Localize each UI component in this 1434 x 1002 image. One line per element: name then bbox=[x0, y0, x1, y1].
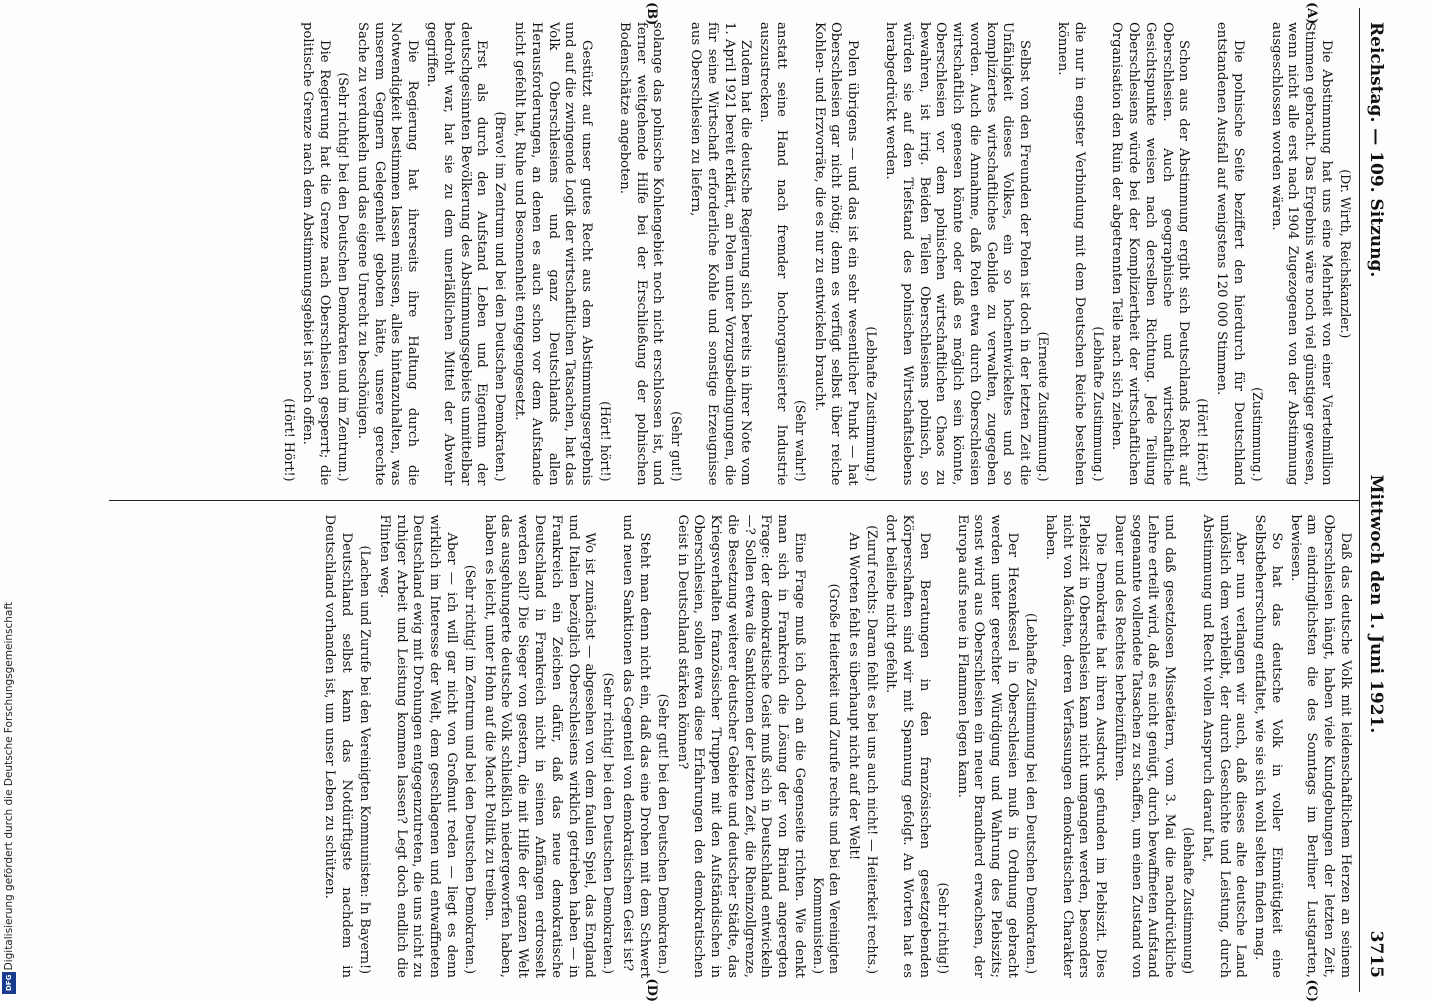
paragraph: An Worten fehlt es überhaupt nicht auf der Welt! bbox=[845, 532, 861, 861]
digitization-note-text: Digitalisierung gefördert durch die Deutsche Forschungsgemeinschaft bbox=[3, 601, 15, 970]
two-column-body bbox=[109, 2, 1359, 1002]
interjection: (Sehr richtig! bei den Deutschen Demokraten und im Zentrum.) bbox=[336, 72, 352, 482]
interjection: (Hört! Hört!) bbox=[281, 398, 297, 482]
interjection: (Sehr richtig! bei den Deutschen Demokraten.) bbox=[601, 672, 617, 974]
paragraph: Wo ist zunächst — abgesehen von dem faulen Spiel, das England und Italien bezüglich Oberschlesiens wirklich getrieben haben — in Frankreich ein Zeichen dafür, daß das neue demokratische Deutschland in Frankreich nicht in seinen Anfängen erdrosselt werden soll? Die Sieger von gestern, die mit Hilfe der ganzen Welt das ausgehungerte deutsche Volk schließlich niedergeworfen haben, haben es leicht, unter Hohn auf die Macht Politik zu treiben. bbox=[481, 514, 598, 978]
interjection: (Erneute Zustimmung.) bbox=[1036, 331, 1052, 482]
margin-marker-b: (B) bbox=[644, 2, 659, 26]
paragraph: Aber — ich will gar nicht von Großmut reden — liegt es denn wirklich im Interesse der Welt, dem geschlagenen und entwaffneten Deutschland ewig mit Drohungen entgegenzutreten, die uns nicht zu ruhiger Arbeit und Leistung kommen lassen? Legt doch endlich die Flinten weg. bbox=[376, 514, 459, 978]
paragraph: Zudem hat die deutsche Regierung sich bereits in ihrer Note vom 1. April 1921 bereit erklärt, an Polen unter Vorzugsbedingungen, die für seine Wirtschaft erforderliche Kohle und sonstige Erzeugnisse aus Oberschlesien zu liefern, bbox=[688, 22, 754, 486]
interjection: (Zuruf rechts: Daran fehlt es bei uns auch nicht! — Heiterkeit rechts.) bbox=[864, 525, 880, 974]
paragraph: Eine Frage muß ich doch an die Gegenseite richten. Wie denkt man sich in Frankreich die Lösung der von Briand angeregten Frage: der demokratische Geist muß sich in Deutschland entwickeln —? Sollen etwa die Sanktionen der letzten Zeit, die Rheinzollgrenze, die Besetzung weiterer deutscher Gebiete und deutscher Städte, das Kriegsverhalten französischer Truppen mit den Aufständischen in Oberschlesien, sollen etwa diese Erfahrungen den demokratischen Geist in Deutschland stärken können? bbox=[674, 514, 807, 978]
paragraph: Steht man denn nicht ein, daß das eine Drohen mit dem Schwert und neuen Sanktionen das Gegenteil von demokratischem Geist ist? bbox=[620, 514, 652, 978]
right-column bbox=[109, 500, 1359, 993]
paragraph: Aber nun verlangen wir auch, daß dieses alte deutsche Land unlöslich dem verbleibt, der durch Geschichte und Leistung, durch Abstimmung und Recht vollen Anspruch darauf hat, bbox=[1199, 514, 1249, 978]
interjection: (Bravo! im Zentrum und bei den Deutschen Demokraten.) bbox=[493, 111, 509, 482]
interjection: (Hört! hört!) bbox=[598, 401, 614, 482]
interjection: (Sehr gut!) bbox=[669, 411, 685, 482]
speaker-line: (Dr. Wirth, Reichskanzler.) bbox=[1338, 169, 1353, 339]
paragraph: Die polnische Seite beziffert den hierdurch für Deutschland entstandenen Ausfall auf wenigstens 120 000 Stimmen. bbox=[1214, 22, 1246, 486]
margin-marker-c: (C) bbox=[1304, 979, 1319, 1002]
interjection: (Sehr wahr!) bbox=[792, 399, 808, 482]
paragraph: Die Demokratie hat ihren Ausdruck gefunden im Plebiszit. Dies Plebiszit in Oberschlesien kann nicht umgangen werden, besonders nicht von Mächten, deren Verfassungen demokratischen Charakter haben. bbox=[1042, 514, 1109, 978]
page-number: 3715 bbox=[1366, 930, 1386, 978]
interjection: (Lebhafte Zustimmung bei den Deutschen Demokraten.) bbox=[1024, 612, 1039, 974]
dfg-logo-icon: DFG bbox=[2, 972, 16, 994]
interjection: (lebhafte Zustimmung) bbox=[1181, 827, 1197, 974]
paragraph: Die Abstimmung hat uns eine Mehrheit von einer Viertelmillion Stimmen gebracht. Das Ergebnis wäre noch viel günstiger gewesen, wenn nicht alle erst nach 1904 Zugezogenen von der Abstimmung ausgeschlossen worden wären. bbox=[1268, 22, 1335, 486]
paragraph: Der Hexenkessel in Oberschlesien muß in Ordnung gebracht werden unter gerechter Würdigung und Wahrung des Plebiszits; sonst wird aus Oberschlesien ein neuer Brandherd erwachsen, der Europa aufs neue in Flammen legen kann. bbox=[954, 514, 1021, 978]
paragraph: Den Beratungen in den französischen gesetzgebenden Körperschaften sind wir mit Spannung gefolgt. An Worten hat es dort beileibe nicht gefehlt. bbox=[883, 514, 932, 978]
paragraph: Gestützt auf unser gutes Recht aus dem Abstimmungsergebnis und auf die zwingende Logik der wirtschaftlichen Tatsachen, hat das Volk Oberschlesiens und ganz Deutschlands allen Herausforderungen, an denen es auch schon vor dem Aufstande nicht gefehlt hat, Ruhe und Besonnenheit entgegengesetzt. bbox=[512, 22, 595, 486]
paragraph: die nur in engster Verbindung mit dem Deutschen Reiche bestehen können. bbox=[1054, 22, 1087, 486]
header-left: Reichstag. — 109. Sitzung. bbox=[1366, 22, 1386, 278]
paragraph: Die Regierung hat die Grenze nach Oberschlesien gesperrt; die politische Grenze nach dem Abstimmungsgebiet ist noch offen. bbox=[300, 22, 333, 486]
left-column bbox=[109, 8, 1359, 500]
paragraph: Daß das deutsche Volk mit leidenschaftlichem Herzen an seinem Oberschlesien hängt, haben viele Kundgebungen der letzten Zeit, am eindringlichsten die des Sonntags im Berliner Lustgarten, bewiesen. bbox=[1287, 514, 1353, 978]
paragraph: und daß gesetzlosen Missetätern, vom 3. Mai die nachdrückliche Lehre erteilt wird, daß es nicht genügt, durch bewaffneten Aufstand sogenannte vollendete Tatsachen zu schaffen, um einen Zustand von Dauer und des Rechtes herbeizuführen. bbox=[1111, 514, 1178, 978]
interjection: (Lebhafte Zustimmung.) bbox=[1090, 326, 1106, 482]
paragraph: So hat das deutsche Volk in voller Einmütigkeit eine Selbstbeherrschung entfaltet, wie sie sich wohl selten finden mag. bbox=[1252, 514, 1284, 978]
interjection: (Sehr richtig! im Zentrum und bei den Deutschen Demokraten.) bbox=[462, 564, 478, 974]
margin-marker-a: (A) bbox=[1304, 2, 1319, 25]
interjection: (Sehr gut! bei den Deutschen Demokraten.) bbox=[655, 693, 671, 974]
paragraph: solange das polnische Kohlengebiet noch nicht erschlossen ist, und ferner weitgehende Hilfe bei der Erschließung der polnischen Bodenschätze angeboten. bbox=[616, 22, 666, 486]
header-date: Mittwoch den 1. Juni 1921. bbox=[1366, 474, 1386, 734]
paragraph: Polen übrigens — und das ist ein sehr wesentlicher Punkt — hat Oberschlesien gar nicht nötig; denn es verfügt selbst über reiche Kohlen- und Erzvorräte, die es nur zu entwickeln braucht. bbox=[811, 22, 861, 486]
interjection: (Hört! Hört!) bbox=[1195, 398, 1211, 482]
running-head bbox=[1359, 8, 1390, 992]
paragraph: Selbst von den Freunden der Polen ist doch in der letzten Zeit die Unfähigkeit dieses Volkes, ein so hochentwickeltes und so kompliziertes wirtschaftliches Gebilde zu verwalten, zugegeben worden. Auch die Annahme, daß Polen etwa durch Oberschlesien wirtschaftlich genesen könnte oder daß es möglich sein könnte, Oberschlesien vor dem polnischen wirtschaftlichen Chaos zu bewahren, ist irrig. Beiden Teilen Oberschlesiens polnisch, so würden sie auf den Tiefstand des polnischen Wirtschaftslebens herabgedrückt werden. bbox=[883, 22, 1033, 486]
interjection: (Lebhafte Zustimmung.) bbox=[864, 326, 880, 482]
paragraph: Deutschland selbst kann das Notdürftigste nachdem in Deutschland vorhanden ist, um unser Leben zu schützen. bbox=[322, 514, 355, 978]
paragraph: Schon aus der Abstimmung ergibt sich Deutschlands Recht auf Oberschlesien. Auch geographische und wirtschaftliche Gesichtspunkte weisen nach derselben Richtung. Jede Teilung Oberschlesiens würde bei der Kompliziertheit der wirtschaftlichen Organisation den Ruin der abgetrennten Teile nach sich ziehen. bbox=[1109, 22, 1192, 486]
interjection: (Große Heiterkeit und Zurufe rechts und bei den Vereinigten Kommunisten.) bbox=[810, 583, 842, 974]
margin-marker-d: (D) bbox=[644, 978, 659, 1002]
paragraph: Die Regierung hat ihrerseits ihre Haltung durch die Notwendigkeit bestimmen lassen müssen, alles hintanzuhalten, was unserem Gegnern Gelegenheit geboten hätte, unsere gerechte Sache zu verdunkeln und das eigene Unrecht zu beschönigen. bbox=[354, 22, 421, 486]
digitization-note bbox=[0, 0, 20, 1000]
paragraph: anstatt seine Hand nach fremder hochorganisierter Industrie auszustrecken. bbox=[757, 22, 789, 486]
paragraph: Erst als durch den Aufstand Leben und Eigentum der deutschgesinnten Bevölkerung des Abstimmungsgebiets unmittelbar bedroht war, hat sie zu dem unerläßlichen Mittel der Abwehr gegriffen. bbox=[424, 22, 490, 486]
interjection: (Zustimmung.) bbox=[1249, 387, 1265, 482]
interjection: (Sehr richtig!) bbox=[935, 882, 951, 974]
interjection: (Lachen und Zurufe bei den Vereinigten Kommunisten: In Bayern!) bbox=[358, 545, 374, 974]
rotated-page-content bbox=[90, 0, 1390, 1000]
